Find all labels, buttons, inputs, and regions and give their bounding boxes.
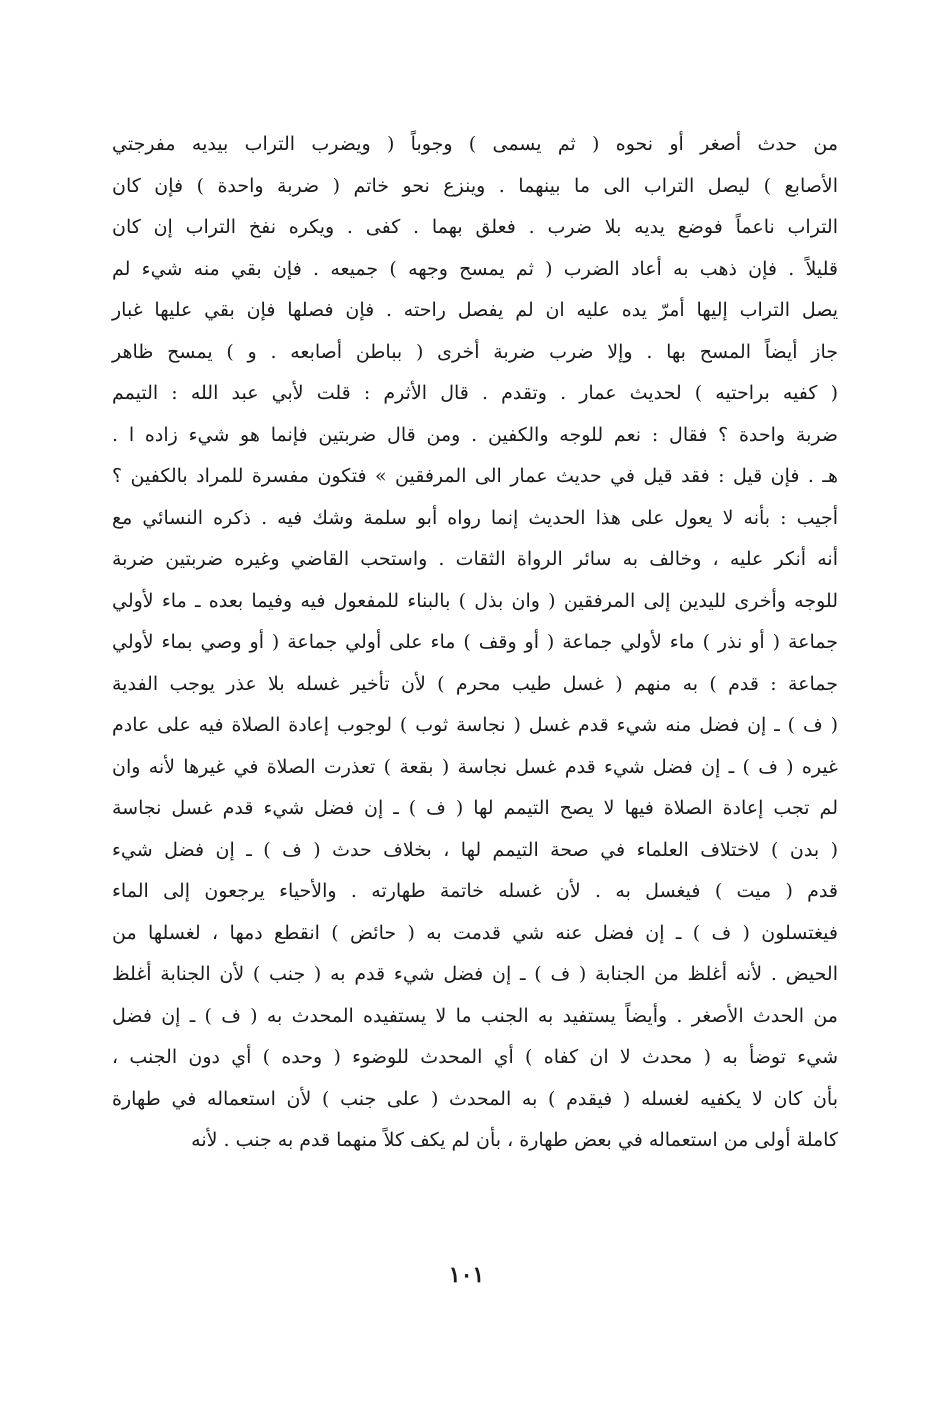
text-line: ( كفيه براحتيه ) لحديث عمار . وتقدم . قال الأثرم : قلت لأبي عبد الله : التيمم [112,382,838,404]
text-line: ضربة واحدة ؟ فقال : نعم للوجه والكفين . ومن قال ضربتين فإنما هو شيء زاده ا . [112,423,838,446]
text-line: جماعة : قدم ) به منهم ( غسل طيب محرم ) لأن تأخير غسله بلا عذر يوجب الفدية [112,672,838,695]
body-text [112,124,838,1162]
page-number: ١٠١ [448,1262,485,1288]
text-line: قليلاً . فإن ذهب به أعاد الضرب ( ثم يمسح وجهه ) جميعه . فإن بقي منه شيء لم [112,257,838,280]
text-line: بأن كان لا يكفيه لغسله ( فيقدم ) به المحدث ( على جنب ) لأن استعماله في طهارة [112,1087,838,1110]
text-line: فيغتسلون ( ف ) ـ إن فضل عنه شي قدمت به ( حائض ) انقطع دمها ، لغسلها من [112,921,838,944]
text-line: للوجه وأخرى لليدين إلى المرفقين ( وان بذل ) بالبناء للمفعول فيه وفيما بعده ـ ماء لأولي [112,589,838,612]
text-line: الحيض . لأنه أغلظ من الجنابة ( ف ) ـ إن فضل شيء قدم به ( جنب ) لأن الجنابة أغلظ [112,963,838,985]
text-line: كاملة أولى من استعماله في بعض طهارة ، بأن لم يكف كلاً منهما قدم به جنب . لأنه [191,1129,838,1151]
text-line: جاز أيضاً المسح بها . وإلا ضرب ضربة أخرى ( بباطن أصابعه . و ) يمسح ظاهر [112,340,838,363]
text-line: ( بدن ) لاختلاف العلماء في صحة التيمم لها ، بخلاف حدث ( ف ) ـ إن فضل شيء [112,838,838,861]
text-line: هـ . فإن قيل : فقد قيل في حديث عمار الى المرفقين » فتكون مفسرة للمراد بالكفين ؟ [112,465,838,487]
text-line: ( ف ) ـ إن فضل منه شيء قدم غسل ( نجاسة ثوب ) لوجوب إعادة الصلاة فيه على عادم [112,714,838,736]
text-line: غيره ( ف ) ـ إن فضل شيء قدم غسل نجاسة ( بقعة ) تعذرت الصلاة في غيرها لأنه وان [112,755,838,778]
text-line: التراب ناعماً فوضع يديه بلا ضرب . فعلق بهما . كفى . ويكره نفخ التراب إن كان [112,216,838,238]
text-line: أجيب : بأنه لا يعول على هذا الحديث إنما رواه أبو سلمة وشك فيه . ذكره النسائي مع [112,506,838,529]
text-line: قدم ( ميت ) فيغسل به . لأن غسله خاتمة طهارته . والأحياء يرجعون إلى الماء [112,880,838,902]
text-line: من الحدث الأصغر . وأيضاً يستفيد به الجنب ما لا يستفيده المحدث به ( ف ) ـ إن فضل [112,1004,838,1027]
text-line: شيء توضأ به ( محدث لا ان كفاه ) أي المحدث للوضوء ( وحده ) أي دون الجنب ، [112,1046,838,1068]
text-line: الأصابع ) ليصل التراب الى ما بينهما . وينزع نحو خاتم ( ضربة واحدة ) فإن كان [112,174,838,197]
text-line: جماعة ( أو نذر ) ماء لأولي جماعة ( أو وقف ) ماء على أولي جماعة ( أو وصي بماء لأولي [112,631,838,653]
text-line: لم تجب إعادة الصلاة فيها لا يصح التيمم لها ( ف ) ـ إن فضل شيء قدم غسل نجاسة [112,797,838,819]
text-line: يصل التراب إليها أمرّ يده عليه ان لم يفصل راحته . فإن فصلها فإن بقي عليها غبار [112,299,838,321]
text-line: من حدث أصغر أو نحوه ( ثم يسمى ) وجوباً ( ويضرب التراب بيديه مفرجتي [112,133,838,155]
text-line: أنه أنكر عليه ، وخالف به سائر الرواة الثقات . واستحب القاضي وغيره ضربتين ضربة [112,548,838,570]
